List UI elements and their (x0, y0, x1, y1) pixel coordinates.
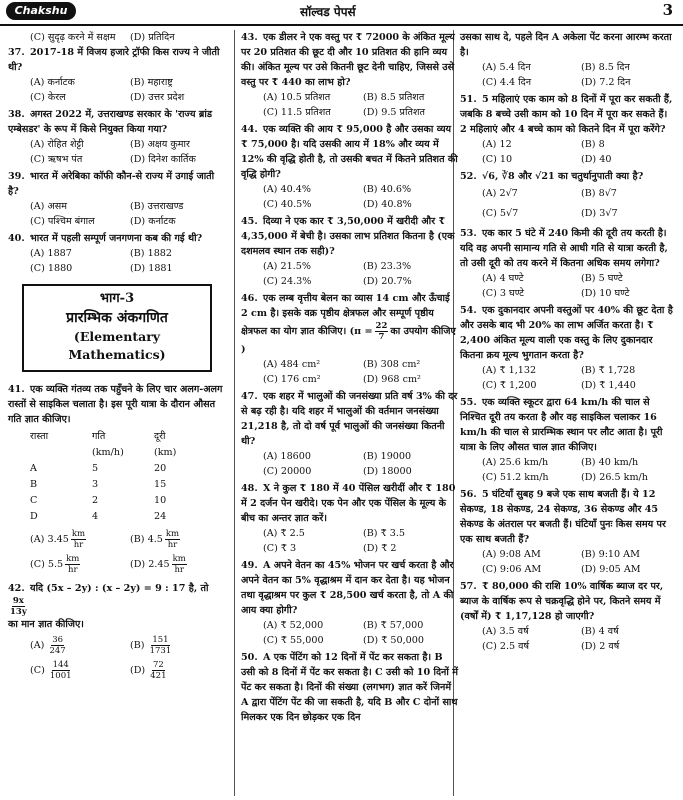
question-text: एक दुकानदार अपनी वस्तुओं पर 40% की छूट देता है और उसके बाद भी 20% का लाभ अर्जित करता है। ₹ 2,400 अंकित मूल्य वाली एक वस्तु के लिए दुकानदार कितना क्रय मूल्य भुगतान करता है? (460, 305, 673, 361)
column-2 (241, 30, 459, 727)
table-cell: 4 (92, 511, 99, 522)
option: (B) 40.6% (363, 184, 412, 195)
option (130, 529, 226, 550)
question-number: 52. (460, 171, 477, 182)
option: (C) ऋषभ पंत (30, 154, 83, 165)
fraction-numerator: 144 (52, 660, 69, 670)
table-cell: 24 (154, 511, 167, 522)
option: (A) ₹ 1,132 (482, 365, 537, 376)
option: (D) ₹ 2 (363, 543, 397, 554)
question-text: अगस्त 2022 में, उत्तराखण्ड सरकार के 'राज्य ब्रांड एम्बेसडर' के रूप में किसे नियुक्त किया गया? (8, 109, 212, 135)
option: (D) 40 (581, 154, 612, 165)
option: (B) महाराष्ट्र (130, 77, 173, 88)
fraction-numerator: km (165, 529, 180, 539)
question-52 (460, 169, 676, 224)
section-heading-box (22, 284, 212, 372)
question-text: दिव्या ने एक कार ₹ 3,50,000 में खरीदी और ₹ 4,35,000 में बेची है। उसका लाभ प्रतिशत कितना है (एक दशमलव स्थान तक सही)? (241, 216, 455, 257)
option: (B) ₹ 57,000 (363, 620, 424, 631)
question-number: 49. (241, 560, 258, 571)
table-cell: 10 (154, 495, 167, 506)
question-text: भारत में अरेबिका कॉफी कौन-से राज्य में उगाई जाती है? (8, 171, 215, 197)
fraction-denominator: hr (174, 565, 184, 575)
table-cell: 3 (92, 479, 99, 490)
question-number: 38. (8, 109, 25, 120)
question-number: 50. (241, 652, 258, 663)
fraction-denominator: hr (67, 565, 78, 575)
fraction-numerator: 9x (12, 596, 24, 606)
option (30, 554, 126, 575)
option: (C) 176 cm² (263, 374, 321, 385)
option-label: (A) (30, 534, 45, 545)
question-38 (8, 107, 226, 167)
question-54 (460, 303, 676, 393)
option: (C) 11.5 प्रतिशत (263, 107, 331, 118)
table-cell: 15 (154, 479, 167, 490)
table-unit (30, 445, 92, 461)
route-table (30, 429, 216, 525)
question-41 (8, 382, 226, 575)
hint-paren: ( (349, 326, 355, 337)
table-cell: 5 (92, 463, 99, 474)
question-50 (241, 650, 459, 725)
option: (D) ₹ 50,000 (363, 635, 424, 646)
question-number: 48. (241, 483, 258, 494)
option: (D) 10 घण्टे (581, 288, 630, 299)
option: (A) 12 (482, 139, 512, 150)
question-number: 40. (8, 233, 25, 244)
table-header: गति (92, 431, 106, 442)
table-row (30, 461, 216, 477)
section-title-hindi: प्रारम्भिक अंकगणित (66, 310, 168, 326)
option: (B) 23.3% (363, 261, 412, 272)
option: (A) 4 घण्टे (482, 273, 524, 284)
section-title-english: (Elementary Mathematics) (68, 329, 166, 362)
running-title: सॉल्वड पेपर्स (300, 5, 356, 19)
page-header (0, 0, 683, 26)
option: (D) दिनेश कार्तिक (130, 154, 196, 165)
option: (C) 51.2 km/h (482, 472, 549, 483)
option (30, 635, 126, 656)
table-unit: (km/h) (92, 447, 124, 458)
option: (A) रोहित शेट्टी (30, 139, 84, 150)
table-cell: B (30, 479, 38, 490)
question-text: एक व्यक्ति गंतव्य तक पहुँचने के लिए चार अलग-अलग रास्तों से साइकिल चलाता है। इस पूरी यात्रा के दौरान औसत गति ज्ञात कीजिए। (8, 384, 223, 425)
option (30, 660, 126, 681)
question-number: 43. (241, 32, 258, 43)
option: (B) ₹ 3.5 (363, 528, 405, 539)
question-50-continued (460, 30, 676, 90)
question-text: X ने कुल ₹ 180 में 40 पेंसिल खरीदीं और ₹ 180 में 2 दर्जन पेन खरीदे। एक पेन और एक पेंसिल के मूल्य के बीच का अन्तर ज्ञात करें। (241, 483, 456, 524)
option: (C) ₹ 1,200 (482, 380, 537, 391)
option: (A) ₹ 52,000 (263, 620, 324, 631)
option: (D) 9:05 AM (581, 564, 641, 575)
option: (C) 4.4 दिन (482, 77, 532, 88)
question-number: 57. (460, 581, 477, 592)
option: (C) ₹ 3 (263, 543, 297, 554)
table-header: रास्ता (30, 431, 49, 442)
question-number: 42. (8, 583, 25, 594)
question-47 (241, 389, 459, 479)
table-cell: 20 (154, 463, 167, 474)
option: (C) 40.5% (263, 199, 312, 210)
question-text: एक व्यक्ति की आय ₹ 95,000 है और उसका व्यय ₹ 75,000 है। यदि उसकी आय में 18% और व्यय में 12% की वृद्धि होती है, तो उसकी बचत में कितने प्रतिशत की वृद्धि होगी? (241, 124, 458, 180)
question-number: 44. (241, 124, 258, 135)
question-45 (241, 214, 459, 289)
option: (B) 8√7 (581, 188, 617, 199)
question-number: 46. (241, 293, 258, 304)
option: (B) 8.5 प्रतिशत (363, 92, 425, 103)
question-48 (241, 481, 459, 556)
option: (B) 8 (581, 139, 605, 150)
question-text: उसका साथ दे, पहले दिन A अकेला पेंट करना आरम्भ करता है। (460, 32, 672, 58)
table-header: दूरी (154, 431, 166, 442)
option: (C) 24.3% (263, 276, 312, 287)
option: (C) सुदृढ़ करने में सक्षम (30, 32, 116, 43)
section-number: भाग-3 (99, 291, 135, 306)
option: (C) 20000 (263, 466, 312, 477)
option: (D) 3√7 (581, 208, 618, 219)
question-number: 51. (460, 94, 477, 105)
option: (B) ₹ 1,728 (581, 365, 636, 376)
option: (A) 2√7 (482, 188, 518, 199)
option: (A) 25.6 km/h (482, 457, 549, 468)
option: (B) 4 वर्ष (581, 626, 619, 637)
question-text: यदि (5x – 2y) : (x – 2y) = 9 : 17 है, तो (30, 583, 209, 594)
publisher-logo: Chakshu (6, 2, 76, 20)
question-text: A अपने वेतन का 45% भोजन पर खर्च करता है और अपने वेतन का 5% वृद्धाश्रम में दान कर देता है। यह भोजन तथा वृद्धाश्रम पर कुल ₹ 28,500 खर्च करता है, तो A की आय क्या होगी? (241, 560, 454, 616)
question-46 (241, 291, 459, 387)
question-text: एक कार 5 घंटे में 240 किमी की दूरी तय करती है। यदि वह अपनी सामान्य गति से आधी गति से यात्रा करती है, तो उसी दूरी को तय करने में कितना अधिक समय लगेगा? (460, 228, 668, 269)
option: (C) 10 (482, 154, 513, 165)
option: (A) असम (30, 201, 68, 212)
option-value: 5.5 (47, 559, 64, 570)
option: (B) 308 cm² (363, 359, 421, 370)
question-text: √6, ∛8 और √21 का चतुर्थानुपाती क्या है? (482, 171, 644, 182)
option: (D) कर्नाटक (130, 216, 176, 227)
option-label: (A) (30, 640, 45, 651)
question-37 (8, 45, 226, 105)
question-53 (460, 226, 676, 301)
question-text: एक लम्ब वृत्तीय बेलन का व्यास 14 cm और ऊँचाई 2 cm है। इसके वक्र पृष्ठीय क्षेत्रफल और सम्पूर्ण पृष्ठीय क्षेत्रफल का योग ज्ञात कीजिए। (241, 293, 450, 337)
option: (A) 9:08 AM (482, 549, 541, 560)
table-cell: 2 (92, 495, 99, 506)
option-value: 3.45 (47, 534, 69, 545)
table-cell: A (30, 463, 37, 474)
question-39 (8, 169, 226, 229)
option: (A) कर्नाटक (30, 77, 75, 88)
option (130, 635, 226, 656)
fraction-numerator: km (66, 554, 80, 564)
option: (D) 2 वर्ष (581, 641, 620, 652)
option (30, 529, 126, 550)
option: (C) ₹ 55,000 (263, 635, 324, 646)
question-56 (460, 487, 676, 577)
question-49 (241, 558, 459, 648)
question-text: एक डीलर ने एक वस्तु पर ₹ 72000 के अंकित मूल्य पर 20 प्रतिशत की छूट दी और 10 प्रतिशत की हानि व्यय की। अंकित मूल्य पर उसे कितनी छूट देनी चाहिए, जिससे उसे वस्तु पर ₹ 440 का लाभ हो? (241, 32, 455, 88)
option: (D) 40.8% (363, 199, 412, 210)
column-divider (234, 30, 235, 796)
option: (A) 1887 (30, 248, 72, 259)
option: (A) 5.4 दिन (482, 62, 531, 73)
option-label: (D) (130, 559, 146, 570)
option-label: (D) (130, 665, 146, 676)
fraction-denominator: 1731 (149, 646, 172, 656)
table-row (30, 509, 216, 525)
option: (A) 484 cm² (263, 359, 321, 370)
fraction-numerator: km (172, 554, 186, 564)
option: (B) उत्तराखण्ड (130, 201, 184, 212)
option: (D) प्रतिदिन (130, 32, 175, 43)
hint-variable: π = (354, 326, 373, 337)
column-1 (8, 30, 226, 683)
question-51 (460, 92, 676, 167)
option: (B) 9:10 AM (581, 549, 640, 560)
table-cell: C (30, 495, 38, 506)
option: (D) 9.5 प्रतिशत (363, 107, 425, 118)
question-text-continued: का मान ज्ञात कीजिए। (8, 619, 84, 630)
option: (C) केरल (30, 92, 66, 103)
option: (B) 5 घण्टे (581, 273, 623, 284)
option: (C) 2.5 वर्ष (482, 641, 530, 652)
question-number: 56. (460, 489, 477, 500)
option: (A) 3.5 वर्ष (482, 626, 529, 637)
fraction-denominator: 13y (10, 607, 27, 617)
option-value: 4.5 (147, 534, 163, 545)
option: (C) 3 घण्टे (482, 288, 524, 299)
question-text: 5 महिलाएं एक काम को 8 दिनों में पूरा कर सकती हैं, जबकि 8 बच्चे उसी काम को 10 दिन में पूरा कर सकते हैं। 2 महिलाएं और 4 बच्चे काम को कितने दिन में पूरा करेंगे? (460, 94, 673, 135)
option: (D) 1881 (130, 263, 173, 274)
question-text: ₹ 80,000 की राशि 10% वार्षिक ब्याज दर पर, ब्याज के वार्षिक रूप से चक्रवृद्धि होने पर, कितने समय में (वर्षों में) ₹ 1,17,128 हो जाएगी? (460, 581, 664, 622)
question-text: A एक पेंटिंग को 12 दिनों में पेंट कर सकता है। B उसी को 8 दिनों में पेंट कर सकता है। C उसी को 10 दिनों में पेंट कर सकता है। दिनों की संख्या (लगभग) ज्ञात करें जिनमें A द्वारा पेंटिंग पेंट की जा सकती है, यदि B और C दोनों साथ मिलकर एक दिन छोड़कर एक दिन (241, 652, 458, 723)
question-number: 47. (241, 391, 258, 402)
fraction-denominator: 7 (378, 332, 385, 342)
option: (D) 26.5 km/h (581, 472, 648, 483)
option: (B) अक्षय कुमार (130, 139, 190, 150)
question-number: 53. (460, 228, 477, 239)
option: (A) ₹ 2.5 (263, 528, 305, 539)
question-number: 41. (8, 384, 25, 395)
fraction-denominator: hr (73, 540, 84, 550)
fraction-numerator: 151 (152, 635, 169, 645)
option: (D) 7.2 दिन (581, 77, 631, 88)
fraction-numerator: km (71, 529, 86, 539)
table-row (30, 477, 216, 493)
option: (A) 10.5 प्रतिशत (263, 92, 331, 103)
question-44 (241, 122, 459, 212)
fraction-numerator: 22 (375, 321, 388, 331)
question-text: एक व्यक्ति स्कूटर द्वारा 64 km/h की चाल से निश्चित दूरी तय करता है और वह साइकिल चलाकर 16 km/h की चाल से प्रारम्भिक स्थान पर लौट आता है। पूरी यात्रा के लिए औसत चाल ज्ञात कीजिए। (460, 397, 663, 453)
option: (A) 21.5% (263, 261, 311, 272)
option-label: (C) (30, 559, 45, 570)
question-number: 45. (241, 216, 258, 227)
question-40 (8, 231, 226, 276)
question-43 (241, 30, 459, 120)
question-number: 39. (8, 171, 25, 182)
option: (B) 1882 (130, 248, 173, 259)
option-label: (C) (30, 665, 45, 676)
option: (A) 40.4% (263, 184, 311, 195)
option-label: (B) (130, 640, 145, 651)
question-text: भारत में पहली सम्पूर्ण जनगणना कब की गई थी? (30, 233, 203, 244)
option: (B) 8.5 दिन (581, 62, 630, 73)
option: (C) पश्चिम बंगाल (30, 216, 95, 227)
option-value: 2.45 (148, 559, 170, 570)
fraction-denominator: 421 (150, 671, 167, 681)
column-3 (460, 30, 676, 656)
fraction-denominator: 1001 (49, 671, 72, 681)
table-unit: (km) (154, 447, 177, 458)
option: (C) 1880 (30, 263, 73, 274)
question-text: 5 घंटियाँ सुबह 9 बजे एक साथ बजती हैं। ये 12 सेकण्ड, 18 सेकण्ड, 24 सेकण्ड, 36 सेकण्ड और 45 सेकण्ड के अंतराल पर बजती हैं। घंटियाँ पुनः किस समय पर एक साथ बजती हैं? (460, 489, 666, 545)
fraction-numerator: 72 (152, 660, 164, 670)
question-55 (460, 395, 676, 485)
question-57 (460, 579, 676, 654)
question-text: एक शहर में भालुओं की जनसंख्या प्रति वर्ष 3% की दर से बढ़ रही है। यदि शहर में भालुओं की वर्तमान जनसंख्या 21,218 है, तो दो वर्ष पूर्व भालुओं की जनसंख्या कितनी थी? (241, 391, 458, 447)
question-number: 55. (460, 397, 477, 408)
option: (D) 20.7% (363, 276, 412, 287)
fraction-denominator: 247 (49, 646, 66, 656)
option: (B) 40 km/h (581, 457, 639, 468)
option: (A) 18600 (263, 451, 311, 462)
page-number: 3 (662, 1, 673, 19)
table-cell: D (30, 511, 38, 522)
question-42 (8, 581, 226, 681)
option: (D) ₹ 1,440 (581, 380, 636, 391)
option: (C) 5√7 (482, 208, 519, 219)
question-text: 2017-18 में विजय हजारे ट्रॉफी किस राज्य ने जीती थी? (8, 47, 220, 73)
option: (D) 18000 (363, 466, 412, 477)
question-number: 54. (460, 305, 477, 316)
fraction-denominator: hr (167, 540, 178, 550)
option: (D) 968 cm² (363, 374, 421, 385)
option (130, 554, 226, 575)
option: (D) उत्तर प्रदेश (130, 92, 185, 103)
option: (C) 9:06 AM (482, 564, 542, 575)
hint-text: का उपयोग कीजिए ) (241, 326, 456, 355)
question-options (8, 30, 226, 45)
option: (B) 19000 (363, 451, 412, 462)
option-label: (B) (130, 534, 145, 545)
table-row (30, 493, 216, 509)
question-number: 37. (8, 47, 25, 58)
option (130, 660, 226, 681)
fraction-numerator: 36 (52, 635, 64, 645)
